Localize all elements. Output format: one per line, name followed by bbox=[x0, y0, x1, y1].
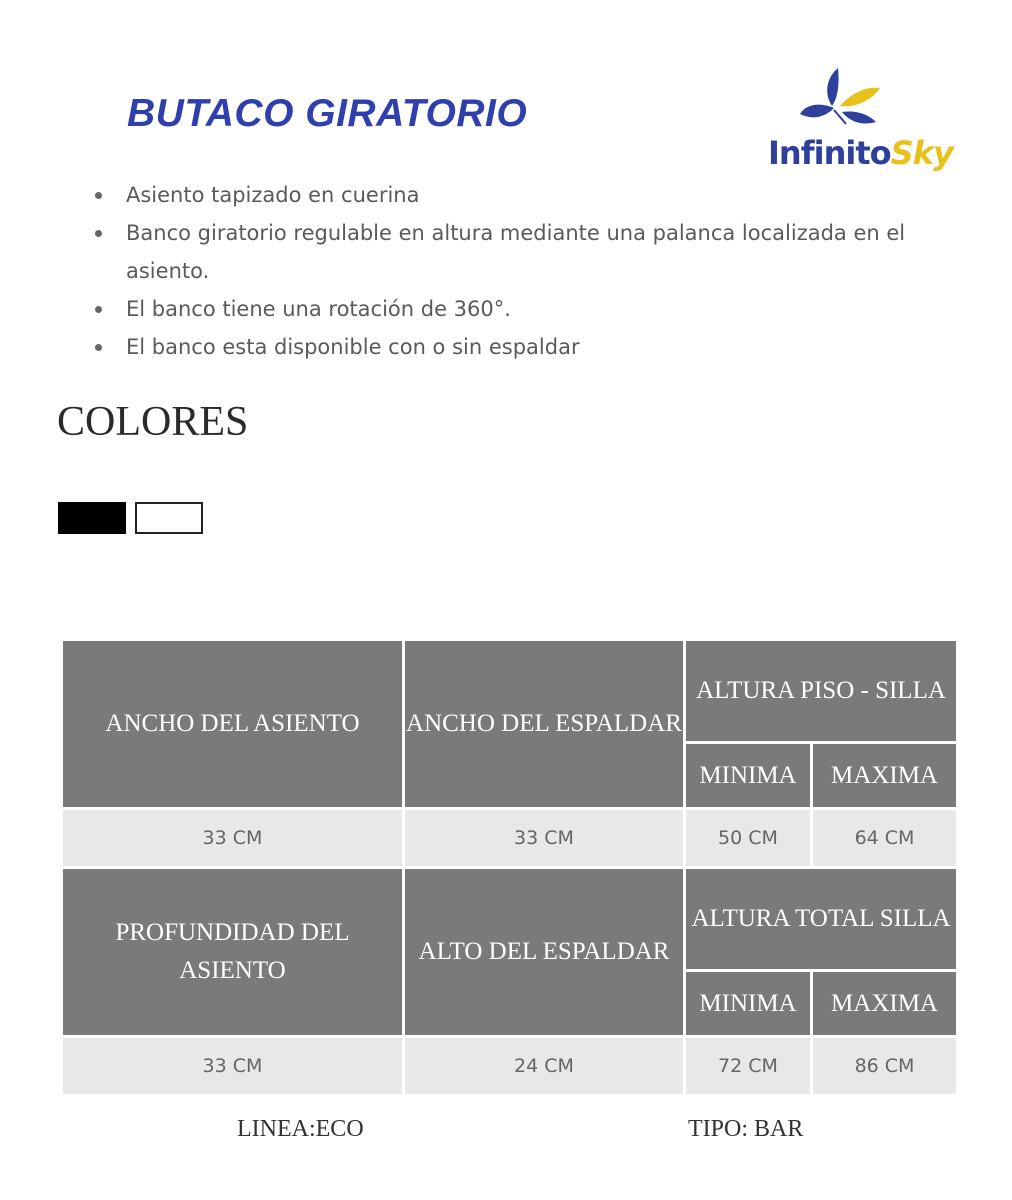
feature-item: El banco esta disponible con o sin espaldar bbox=[90, 328, 960, 366]
linea-label: LINEA:ECO bbox=[237, 1116, 364, 1142]
header-ancho-asiento: ANCHO DEL ASIENTO bbox=[62, 640, 404, 809]
feature-item: Asiento tapizado en cuerina bbox=[90, 176, 960, 214]
brand-logo bbox=[760, 62, 953, 187]
header-profundidad: PROFUNDIDAD DEL ASIENTO bbox=[62, 868, 404, 1037]
tipo-label: TIPO: BAR bbox=[688, 1116, 804, 1142]
value-ancho-asiento: 33 CM bbox=[62, 809, 404, 868]
specs-table bbox=[60, 638, 959, 1097]
value-minima: 72 CM bbox=[685, 1037, 812, 1096]
value-maxima: 86 CM bbox=[812, 1037, 958, 1096]
logo-text-infinito: Infinito bbox=[768, 134, 891, 172]
color-swatch-black[interactable] bbox=[58, 502, 126, 534]
header-maxima: MAXIMA bbox=[812, 743, 958, 809]
header-altura-total: ALTURA TOTAL SILLA bbox=[685, 868, 958, 971]
product-title: BUTACO GIRATORIO bbox=[127, 92, 528, 135]
colors-heading: COLORES bbox=[57, 399, 249, 445]
header-alto-espaldar: ALTO DEL ESPALDAR bbox=[404, 868, 685, 1037]
header-altura-piso: ALTURA PISO - SILLA bbox=[685, 640, 958, 743]
header-maxima: MAXIMA bbox=[812, 971, 958, 1037]
value-profundidad: 33 CM bbox=[62, 1037, 404, 1096]
value-alto-espaldar: 24 CM bbox=[404, 1037, 685, 1096]
value-ancho-espaldar: 33 CM bbox=[404, 809, 685, 868]
value-maxima: 64 CM bbox=[812, 809, 958, 868]
header-minima: MINIMA bbox=[685, 743, 812, 809]
feature-item: Banco giratorio regulable en altura mediante una palanca localizada en el asiento. bbox=[90, 214, 960, 290]
logo-text-sky: Sky bbox=[890, 134, 953, 172]
feature-list bbox=[90, 176, 960, 366]
value-minima: 50 CM bbox=[685, 809, 812, 868]
butterfly-icon bbox=[760, 62, 950, 142]
header-ancho-espaldar: ANCHO DEL ESPALDAR bbox=[404, 640, 685, 809]
color-swatch-white[interactable] bbox=[135, 502, 203, 534]
header-minima: MINIMA bbox=[685, 971, 812, 1037]
feature-item: El banco tiene una rotación de 360°. bbox=[90, 290, 960, 328]
